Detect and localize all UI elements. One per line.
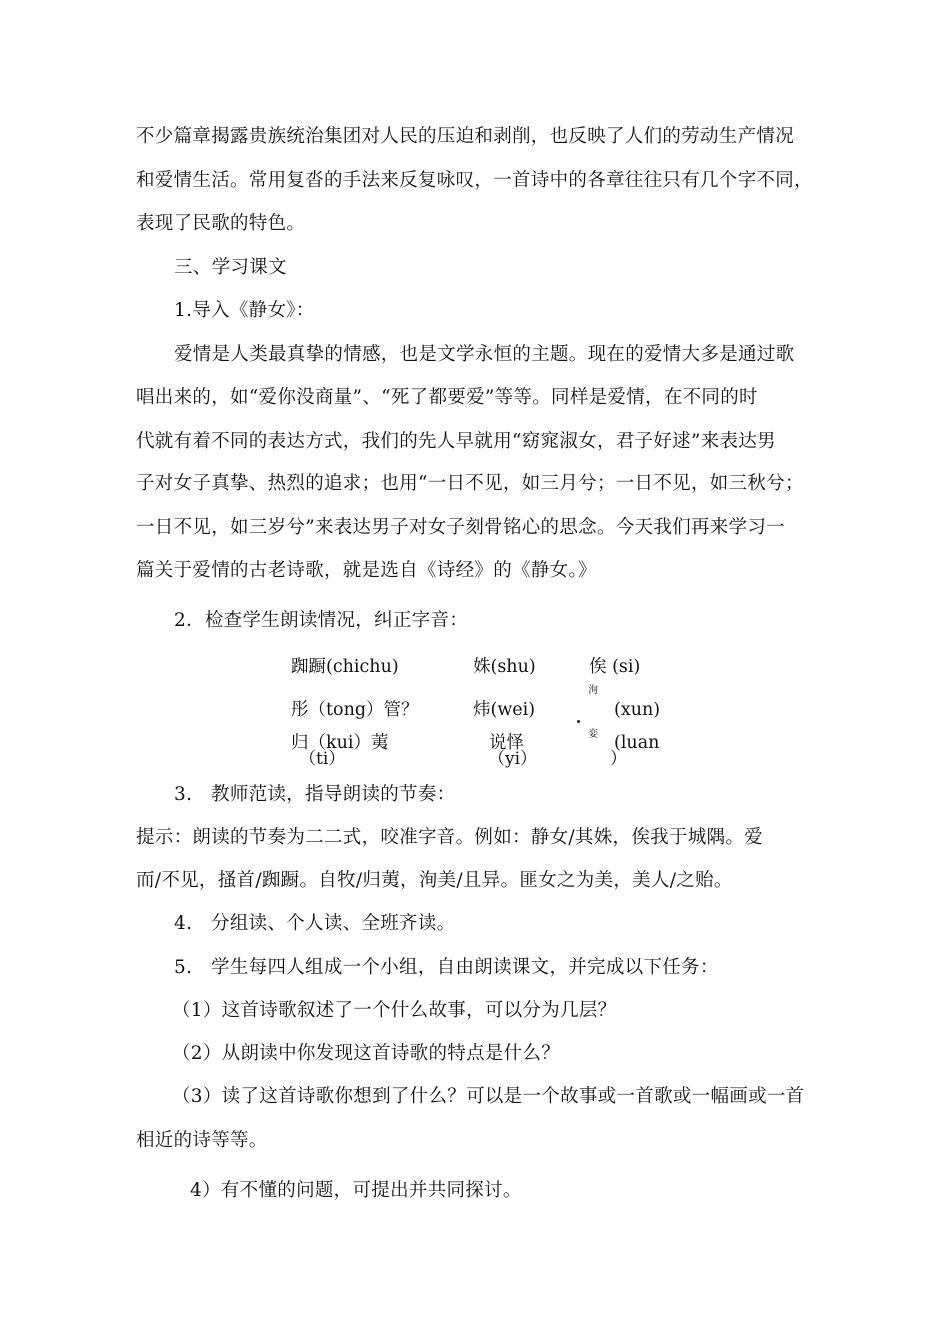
pron-item-clipped: （yi） [488,749,538,769]
pron-small-char: 洵 [588,685,598,696]
step1-line: 子对女子真挚、热烈的追求；也用“一日不见，如三月兮；一日不见，如三秋兮； [136,473,804,494]
task-item: （3）读了这首诗歌你想到了什么？可以是一个故事或一首歌或一幅画或一首 [172,1086,805,1107]
pron-item: 踟蹰(chichu) [291,657,399,677]
pron-item: (xun) [614,700,661,720]
step1-heading: 1.导入《静女》： [174,300,315,321]
task-item: 4）有不懂的问题，可提出并共同探讨。 [190,1180,522,1201]
step1-line: 爱情是人类最真挚的情感，也是文学永恒的主题。现在的爱情大多是通过歌 [174,344,795,365]
step1-line: 唱出来的，如“爱你没商量”、“死了都要爱”等等。同样是爱情，在不同的时 [136,387,758,408]
step2-heading: 2．检查学生朗读情况，纠正字音： [174,610,469,631]
step3-heading: 3. 教师范读，指导朗读的节奏： [174,784,456,805]
intro-line-2: 和爱情生活。常用复沓的手法来反复咏叹，一首诗中的各章往往只有几个字不同， [136,170,813,191]
task-item: （2）从朗读中你发现这首诗歌的特点是什么？ [172,1043,561,1064]
section-title: 三、学习课文 [174,257,287,278]
step5-heading: 5. 学生每四人组成一个小组，自由朗读课文，并完成以下任务： [174,957,719,978]
intro-line-1: 不少篇章揭露贵族统治集团对人民的压迫和剥削，也反映了人们的劳动生产情况 [136,126,795,147]
task-item-continued: 相近的诗等等。 [136,1130,268,1151]
pron-item: 说怿 [489,733,524,753]
pron-item: 炜(wei) [473,700,536,720]
pron-item: 姝(shu) [473,657,536,677]
step1-line: 篇关于爱情的古老诗歌，就是选自《诗经》的《静女。》 [136,560,597,581]
pron-item: 俟 (si) [589,657,641,677]
pron-item: (luan [614,733,660,753]
pron-item: 归（kui）荑 [291,733,389,753]
step1-line: 代就有着不同的表达方式，我们的先人早就用“窈窕淑女，君子好逑”来表达男 [136,431,776,452]
pron-item-clipped: ） [610,749,627,769]
pron-item: 彤（tong）管？ [291,700,419,720]
step3-line-1: 提示：朗读的节奏为二二式，咬准字音。例如：静女/其姝，俟我于城隅。爱 [136,827,763,848]
step4-heading: 4. 分组读、个人读、全班齐读。 [174,913,456,934]
pron-small-char: 娈 [588,729,598,740]
task-item: （1）这首诗歌叙述了一个什么故事，可以分为几层？ [172,1000,617,1021]
step3-line-2: 而/不见，搔首/踟蹰。自牧/归荑，洵美/且异。匪女之为美，美人/之贻。 [136,870,733,891]
pron-item-clipped: （ti） [299,749,346,769]
step1-line: 一日不见，如三岁兮”来表达男子对女子刻骨铭心的思念。今天我们再来学习一 [136,517,785,538]
emphasis-dot [577,720,580,723]
intro-line-3: 表现了民歌的特色。 [136,213,306,234]
